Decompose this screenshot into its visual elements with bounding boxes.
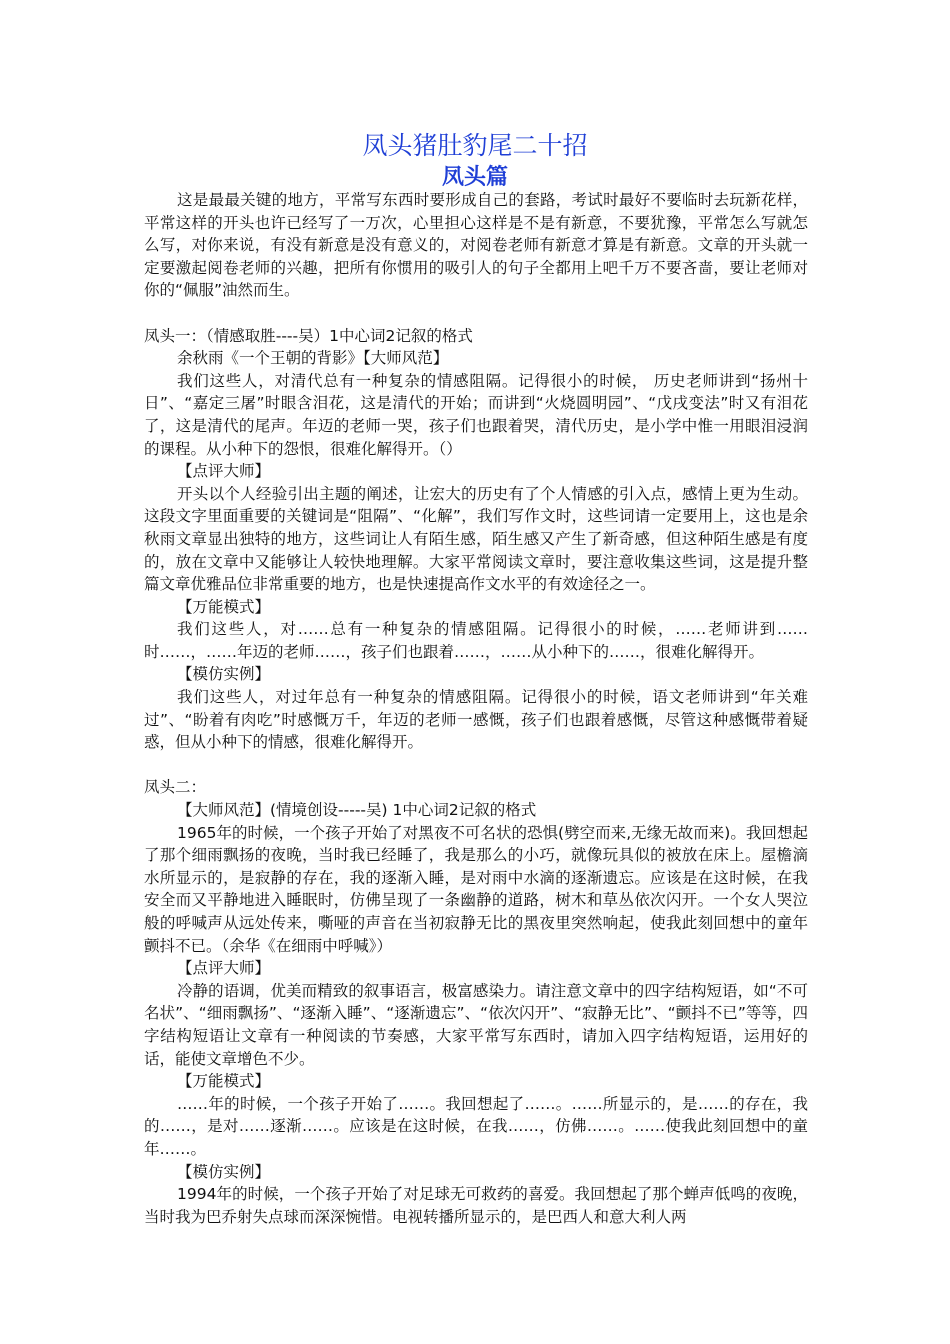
document-body: [144, 189, 808, 1228]
section2-source: 【大师风范】(情境创设-----吴) 1中心词2记叙的格式: [177, 801, 537, 820]
section2-imitation-label: 【模仿实例】: [177, 1162, 271, 1181]
section2-template: ……年的时候，一个孩子开始了……。我回想起了……。……所显示的，是……的存在，我的……，是对……逐渐……。应该是在这时候，在我……，仿佛……。……使我此刻回想中的童年……。: [144, 1094, 808, 1158]
section1-imitation: 我们这些人，对过年总有一种复杂的情感阻隔。记得很小的时候，语文老师讲到“年关难过”、“盼着有肉吃”时感慨万千，年迈的老师一感慨，孩子们也跟着感慨，尽管这种感慨带着疑惑，但从小种下的情感，很难化解得开。: [144, 688, 808, 752]
paragraph-spacer: [144, 302, 808, 325]
section2-imitation: 1994年的时候，一个孩子开始了对足球无可救药的喜爱。我回想起了那个蝉声低鸣的夜晚，当时我为巴乔射失点球而深深惋惜。电视转播所显示的，是巴西人和意大利人两: [144, 1185, 808, 1226]
section-subtitle: 凤头篇: [441, 165, 508, 190]
section2-template-label: 【万能模式】: [177, 1072, 271, 1091]
document-title: 凤头猪肚豹尾二十招: [362, 131, 588, 160]
section1-imitation-label: 【模仿实例】: [177, 665, 271, 684]
section2-comment: 冷静的语调，优美而精致的叙事语言，极富感染力。请注意文章中的四字结构短语，如“不可名状”、“细雨飘扬”、“逐渐入睡”、“逐渐遗忘”、“依次闪开”、“寂静无比”、“颤抖不已”等等，四字结构短语让文章有一种阅读的节奏感，大家平常写东西时，请加入四字结构短语，运用好的话，能使文章增色不少。: [144, 981, 808, 1068]
section1-example: 我们这些人，对清代总有一种复杂的情感阻隔。记得很小的时候， 历史老师讲到“扬州十日”、“嘉定三屠”时眼含泪花，这是清代的开始；而讲到“火烧圆明园”、“戊戌变法”时又有泪花了，这是清代的尾声。年迈的老师一哭，孩子们也跟着哭，清代历史，是小学中惟一用眼泪浸润的课程。从小种下的怨恨，很难化解得开。（）: [144, 371, 808, 458]
intro-paragraph: 这是最最关键的地方，平常写东西时要形成自己的套路，考试时最好不要临时去玩新花样，平常这样的开头也许已经写了一万次，心里担心这样是不是有新意，不要犹豫，平常怎么写就怎么写，对你来说，有没有新意是没有意义的，对阅卷老师有新意才算是有新意。文章的开头就一定要激起阅卷老师的兴趣，把所有你惯用的吸引人的句子全都用上吧千万不要吝啬，要让老师对你的“佩服”油然而生。: [144, 191, 808, 300]
section1-comment-label: 【点评大师】: [177, 462, 271, 481]
section2-heading: 凤头二：: [144, 778, 207, 797]
section2-comment-label: 【点评大师】: [177, 959, 271, 978]
paragraph-spacer: [144, 754, 808, 777]
section1-source: 余秋雨《一个王朝的背影》【大师风范】: [177, 349, 449, 368]
section2-example: 1965年的时候，一个孩子开始了对黑夜不可名状的恐惧(劈空而来,无缘无故而来)。我回想起了那个细雨飘扬的夜晚，当时我已经睡了，我是那么的小巧，就像玩具似的被放在床上。屋檐滴水所显示的，是寂静的存在，我的逐渐入睡，是对雨中水滴的逐渐遗忘。应该是在这时候，在我安全而又平静地进入睡眠时，仿佛呈现了一条幽静的道路，树木和草丛依次闪开。一个女人哭泣般的呼喊声从远处传来，嘶哑的声音在当初寂静无比的黑夜里突然响起，使我此刻回想中的童年颤抖不已。（余华《在细雨中呼喊》）: [144, 823, 808, 955]
section1-template-label: 【万能模式】: [177, 597, 271, 616]
section1-heading: 凤头一：（情感取胜----吴）1中心词2记叙的格式: [144, 326, 473, 345]
section1-template: 我们这些人，对……总有一种复杂的情感阻隔。记得很小的时候，……老师讲到……时……，……年迈的老师……，孩子们也跟着……，……从小种下的……，很难化解得开。: [144, 620, 808, 661]
section1-comment: 开头以个人经验引出主题的阐述，让宏大的历史有了个人情感的引入点，感情上更为生动。这段文字里面重要的关键词是“阻隔”、“化解”，我们写作文时，这些词请一定要用上，这也是余秋雨文章显出独特的地方，这些词让人有陌生感，陌生感又产生了新奇感，但这种陌生感是有度的，放在文章中又能够让人较快地理解。大家平常阅读文章时，要注意收集这些词，这是提升整篇文章优雅品位非常重要的地方，也是快速提高作文水平的有效途径之一。: [144, 484, 808, 594]
